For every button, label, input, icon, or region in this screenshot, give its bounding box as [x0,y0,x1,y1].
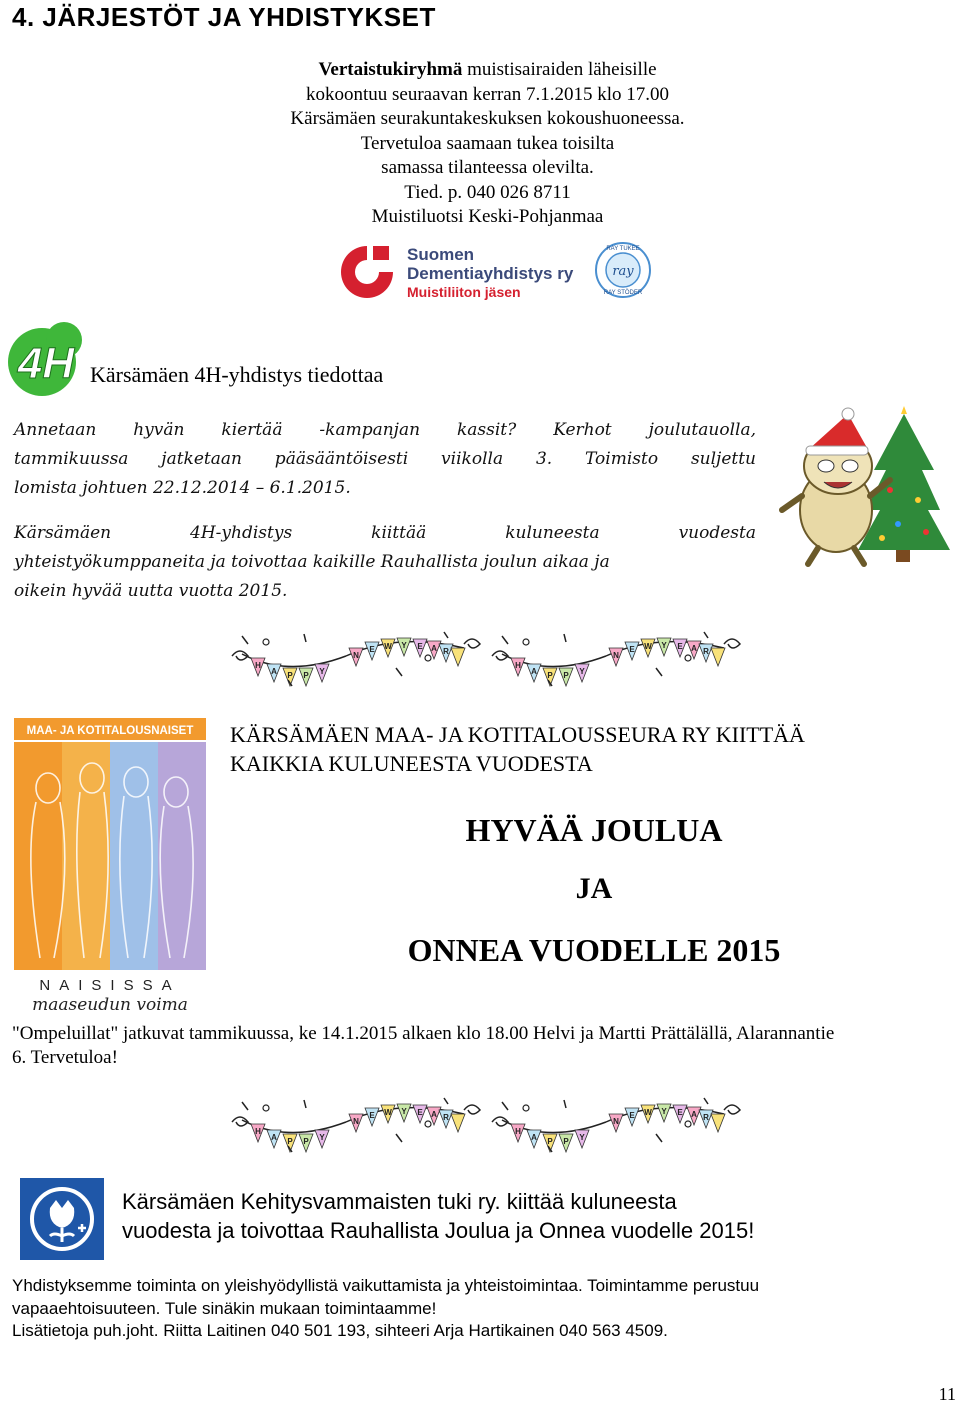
bunting-letter: P [563,671,569,680]
kvtuki-info-line-1: Yhdistyksemme toiminta on yleishyödyllistä vaikuttamista ja yhteistoimintaa. Toimintamme perustuu [12,1276,760,1295]
happy-new-year-banner [228,628,748,694]
bunting-letter: W [384,1108,392,1117]
bunting-letter: P [547,671,553,680]
section-title: 4. JÄRJESTÖT JA YHDISTYKSET [12,2,436,32]
bunting-letter: Y [661,641,667,650]
sewing-note-line-1: "Ompeluillat" jatkuvat tammikuussa, ke 14.1.2015 alkaen klo 18.00 Helvi ja Martti Prättälällä, Alarannantie [12,1023,835,1044]
4h-clover-logo [2,312,90,404]
bunting-letter: E [417,1108,423,1117]
sewing-evenings-note [12,1022,952,1070]
support-group-announcement [230,58,745,230]
bunting-letter: P [547,1137,553,1146]
ray-badge-bottom: RAY STÖDER [603,290,643,296]
support-line-2: kokoontuu seuraavan kerran 7.1.2015 klo 17.00 [305,83,670,105]
support-line-4: Tervetuloa saamaan tukea toisilta [360,132,615,154]
4h-thanks-line-2: yhteistyökumppaneita ja toivottaa kaikille Rauhallista joulun aikaa ja [14,552,610,572]
bunting-letter: Y [579,1133,585,1142]
dementia-logo-line2: Dementiayhdistys ry [407,264,574,283]
bunting-letter: H [255,661,261,670]
naisissa-logo-slogan: maaseudun voima [32,995,188,1014]
4h-news-line-3: lomista johtuen 22.12.2014 – 6.1.2015. [14,478,351,498]
4h-news-line-2: tammikuussa jatketaan pääsääntöisesti viikolla 3. Toimisto suljettu [14,449,756,469]
bunting-letter: N [353,1117,359,1126]
4h-club-heading: Kärsämäen 4H-yhdistys tiedottaa [90,362,384,387]
support-line-3: Kärsämäen seurakuntakeskuksen kokoushuoneessa. [290,108,685,129]
bunting-letter: R [703,1113,709,1122]
bunting-flag [451,1114,465,1132]
ray-badge-top: RAY TUKEE [606,246,640,252]
dementia-logo-line1: Suomen [407,245,475,264]
bunting-letter: A [531,1133,537,1142]
bunting-letter: W [644,1108,652,1117]
4h-thanks-line-1: Kärsämäen 4H-yhdistys kiittää kuluneesta vuodesta [14,523,756,543]
bunting-letter: P [303,671,309,680]
bunting-letter: Y [579,667,585,676]
bunting-letter: E [629,1111,635,1120]
greeting-and: JA [575,872,613,905]
bunting-letter: H [515,661,521,670]
bunting-letter: A [531,667,537,676]
bunting-letter: A [271,667,277,676]
household-heading-line-1: KÄRSÄMÄEN MAA- JA KOTITALOUSSEURA RY KIITTÄÄ [230,722,805,747]
bunting-letter: N [613,1117,619,1126]
maa-ja-kotitalousnaiset-logo [14,718,206,1014]
bunting-letter: P [563,1137,569,1146]
4h-club-thanks [14,519,756,606]
ray-badge-label: ray [612,264,634,279]
greeting-happy-new-year: ONNEA VUODELLE 2015 [407,932,781,968]
christmas-mascot-illustration [778,400,950,570]
kvtuki-info-line-2: vapaaehtoisuuteen. Tule sinäkin mukaan toimintaamme! [12,1298,437,1318]
bunting-letter: R [443,1113,449,1122]
bunting-letter: N [353,651,359,660]
kvtuki-greeting-line-1: Kärsämäen Kehitysvammaisten tuki ry. kiittää kuluneesta [122,1189,677,1214]
naisissa-logo-word: NAISISSA [39,977,181,994]
household-association-heading [230,720,805,778]
kvtuki-greeting-line-2: vuodesta ja toivottaa Rauhallista Joulua ja Onnea vuodelle 2015! [122,1218,755,1243]
bunting-letter: W [384,642,392,651]
bunting-letter: P [287,1137,293,1146]
bunting-letter: W [644,642,652,651]
dementia-logo-line3: Muistiliiton jäsen [407,284,521,300]
kehitysvammaisten-tuki-logo [20,1178,104,1260]
bunting-letter: A [691,644,697,653]
bunting-flag [711,1114,725,1132]
4h-thanks-line-3: oikein hyvää uutta vuotta 2015. [14,581,288,601]
happy-new-year-garland-icon [228,628,748,694]
bunting-letter: A [431,1110,437,1119]
bunting-letter: E [629,645,635,654]
household-heading-line-2: KAIKKIA KULUNEESTA VUODESTA [230,751,593,776]
bunting-letter: A [271,1133,277,1142]
support-line-1 [230,58,745,83]
support-line-1-rest: muistisairaiden läheisille [462,59,657,80]
ray-badge-icon [596,243,650,297]
bunting-letter: H [255,1127,261,1136]
dementia-association-logo [333,240,653,304]
bunting-letter: E [417,642,423,651]
bunting-letter: A [431,644,437,653]
page-number: 11 [938,1384,956,1404]
support-line-5: samassa tilanteessa olevilta. [381,157,594,178]
4h-club-news [14,416,756,503]
bunting-letter: P [287,671,293,680]
kvtuki-greeting [122,1187,754,1245]
bunting-letter: Y [401,1107,407,1116]
kvtuki-info [12,1275,759,1343]
bunting-letter: E [677,1108,683,1117]
support-phone: Tied. p. 040 026 8711 [404,181,571,203]
support-group-name: Vertaistukiryhmä [318,59,463,80]
happy-new-year-garland-icon [228,1094,748,1160]
kvtuki-contacts: Lisätietoja puh.joht. Riitta Laitinen 040 501 193, sihteeri Arja Hartikainen 040 563 4509. [12,1321,668,1340]
bunting-letter: N [613,651,619,660]
support-organizer: Muistiluotsi Keski-Pohjanmaa [371,206,604,227]
happy-new-year-banner [228,1094,748,1160]
bunting-letter: Y [661,1107,667,1116]
bunting-letter: A [691,1110,697,1119]
bunting-flag [711,648,725,666]
bunting-letter: H [515,1127,521,1136]
bunting-letter: R [443,647,449,656]
bunting-letter: E [677,642,683,651]
naisissa-logo-title: MAA- JA KOTITALOUSNAISET [26,725,194,737]
bunting-letter: E [369,645,375,654]
bunting-letter: Y [319,667,325,676]
bunting-flag [451,648,465,666]
bunting-letter: Y [319,1133,325,1142]
bunting-letter: R [703,647,709,656]
sewing-note-line-2: 6. Tervetuloa! [12,1047,118,1068]
greeting-merry-christmas [0,812,960,849]
bunting-letter: E [369,1111,375,1120]
bunting-letter: P [303,1137,309,1146]
greeting-merry-christmas-text: HYVÄÄ JOULUA [465,812,723,848]
bunting-letter: Y [401,641,407,650]
4h-logo-text: 4H [17,339,75,388]
christmas-tree-icon [858,406,950,562]
4h-news-line-1: Annetaan hyvän kiertää -kampanjan kassit? Kerhot joulutauolla, [14,420,756,440]
